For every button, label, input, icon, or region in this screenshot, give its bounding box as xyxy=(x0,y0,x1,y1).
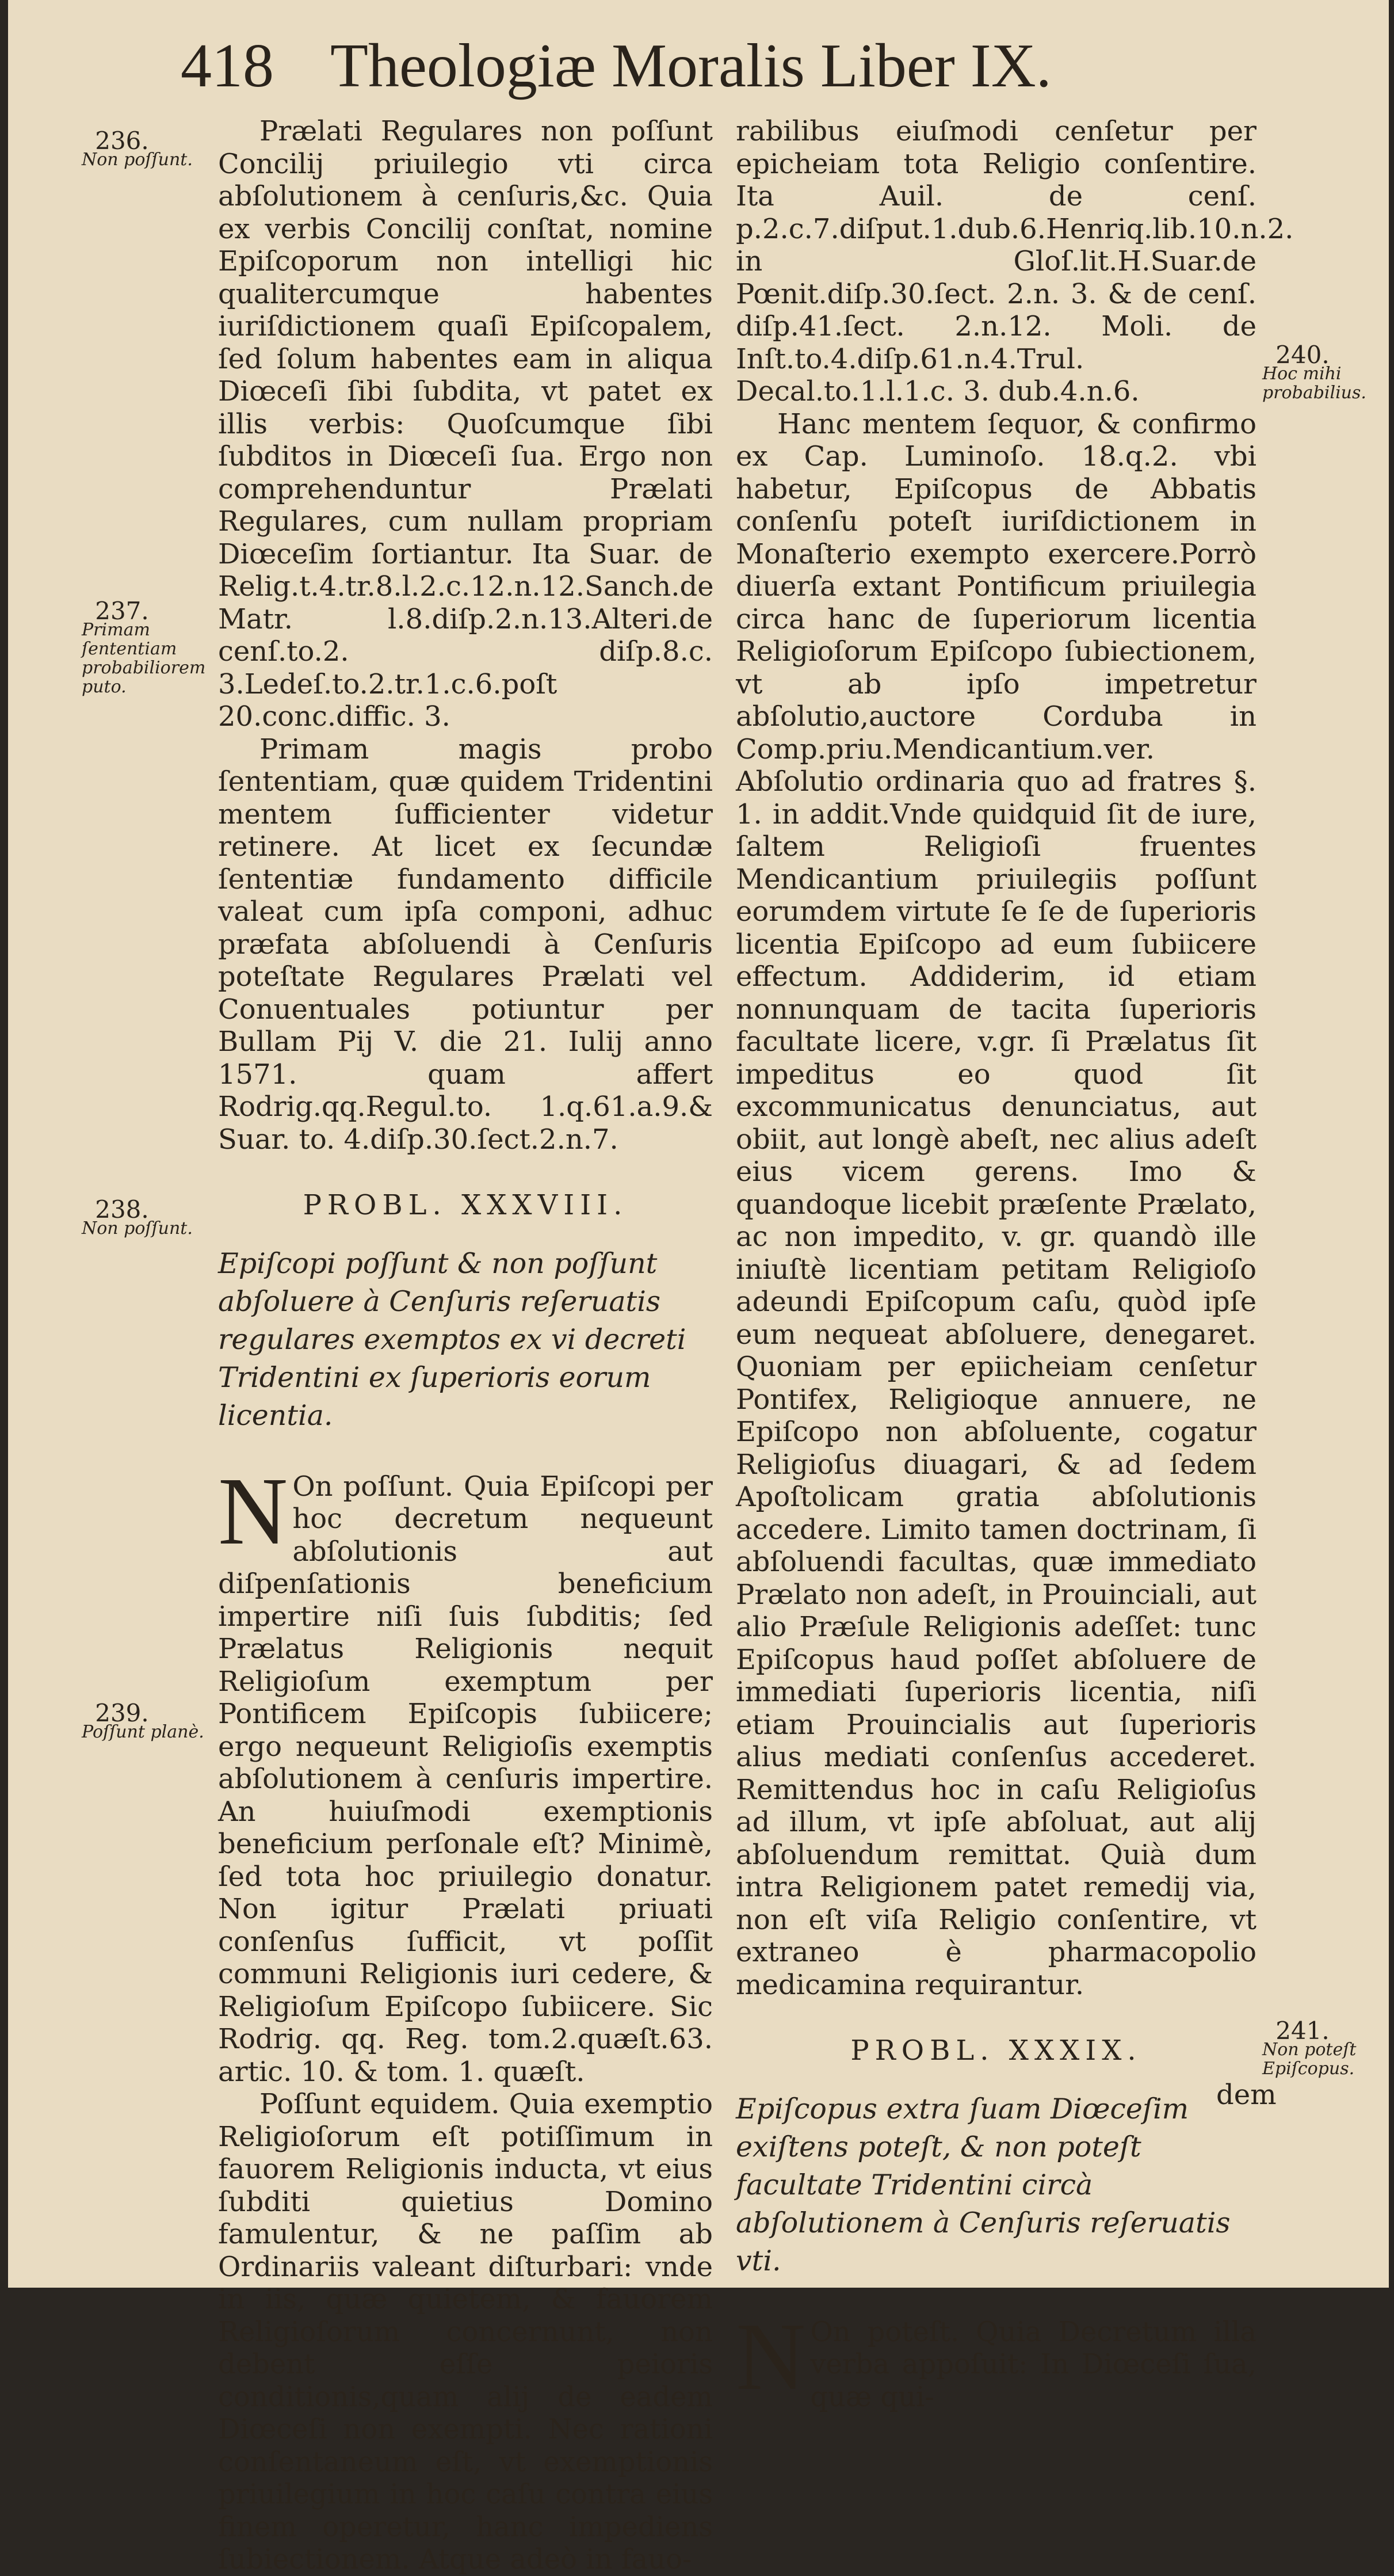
margin-note-number: 239. xyxy=(95,1699,149,1727)
drop-cap-initial: N xyxy=(736,2303,806,2410)
problem-39-description: Epiſcopus extra ſuam Diœceſim exiſtens poteſt, & non poteſt facultate Tridentini circà abſolutionem à Cenſuris reſeruatis vti. xyxy=(736,2092,1231,2277)
problem-38-description: Epiſcopi poſſunt & non poſſunt abſoluere à Cenſuris reſeruatis regulares exemptos ex vi decreti Tridentini ex ſuperioris eorum licentia. xyxy=(218,1247,686,1432)
paragraph-241-text: On poteſt. Quia Decretum illa verba appoſuit: In Diœceſi ſua, quæ qui- xyxy=(810,2315,1256,2413)
book-page xyxy=(8,0,1389,2575)
margin-note-number: 240. xyxy=(1275,341,1330,369)
margin-note-number: 236. xyxy=(95,127,149,155)
drop-cap-initial: N xyxy=(218,1457,288,1565)
margin-note-text: Hoc mihi probabilius. xyxy=(1262,364,1366,403)
margin-note-238 xyxy=(82,1195,205,1239)
margin-note-text: Non poſſunt. xyxy=(82,150,193,170)
margin-note-text: Primam ſententiam probabiliorem puto. xyxy=(82,620,206,697)
margin-note-text: Non poteſt Epiſcopus. xyxy=(1262,2040,1357,2079)
margin-note-text: Poſſunt planè. xyxy=(82,1722,204,1742)
problem-38-heading: PROBL. XXXVIII. xyxy=(303,1189,628,1221)
margin-note-236 xyxy=(82,127,205,170)
margin-note-240 xyxy=(1262,341,1380,403)
left-column xyxy=(218,115,713,2576)
paragraph-238-text: On poſſunt. Quia Epiſcopi per hoc decretum nequeunt abſolutionis aut diſpenſationis beneficium impertire niſi ſuis ſubditis; ſed Prælatus Religionis nequit Religioſum exemptum per Pontificem Epiſcopis ſubiicere; ergo nequeunt Religioſis exemptis abſolutionem à cenſuris impertire. An huiuſmodi exemptionis beneficium perſonale eſt? Minimè, ſed tota hoc priuilegio donatur. Non igitur Prælati priuati conſenſus ſufficit, vt poſſit communi Religionis iuri cedere, & Religioſum Epiſcopo ſubiicere. Sic Rodrig. qq. Reg. tom.2.quæſt.63. artic. 10. & tom. 1. quæſt. xyxy=(218,1470,713,2088)
problem-39-heading: PROBL. XXXIX. xyxy=(850,2034,1142,2067)
paragraph-238 xyxy=(218,1457,713,2089)
margin-note-number: 241. xyxy=(1275,2017,1330,2045)
paragraph-236: Prælati Regulares non poſſunt Concilij priuilegio vti circa abſolutionem à cenſuris,&c. Quia ex verbis Concilij conſtat, nomine Epiſcoporum non intelligi hic qualitercumque habentes iuriſdictionem quaſi Epiſcopalem, ſed ſolum habentes eam in aliqua Diœceſi ſibi ſubdita, vt patet ex illis verbis: Quoſcumque ſibi ſubditos in Diœceſi ſua. Ergo non comprehenduntur Prælati Regulares, cum nullam propriam Diœceſim ſortiantur. Ita Suar. de Relig.t.4.tr.8.l.2.c.12.n.12.Sanch.de Matr. l.8.diſp.2.n.13.Alteri.de cenſ.to.2. diſp.8.c. 3.Ledeſ.to.2.tr.1.c.6.poſt 20.conc.diffic. 3. xyxy=(218,115,714,733)
margin-note-number: 238. xyxy=(95,1195,149,1224)
paragraph-239: Poſſunt equidem. Quia exemptio Religioſorum eſt potiſſimum in fauorem Religionis inducta, vt eius ſubditi quietius Domino famulentur, & ne paſſim ab Ordinariis valeant diſturbari: vnde in iis, quæ quietem, & fauorem Religioſorum concernunt, non debent eſſe peioris conditionis,quam alij de eadem Diœceſi non exempti. Nec rationi conſentaneum eſt, vt exemptionis priuilegium in hoc caſu contra eius finem operetur, hanc impediens ſubiectionem. Atque adeò in fauo- xyxy=(218,2088,713,2575)
paragraph-239-continued: rabilibus eiuſmodi cenſetur per epicheiam tota Religio conſentire. Ita Auil. de cenſ. p.2.c.7.diſput.1.dub.6.Henriq.lib.10.n.2. in Gloſ.lit.H.Suar.de Pœnit.diſp.30.ſect. 2.n. 3. & de cenſ. diſp.41.ſect. 2.n.12. Moli. de Inſt.to.4.diſp.61.n.4.Trul. Decal.to.1.l.1.c. 3. dub.4.n.6. xyxy=(736,115,1294,407)
catchword: dem xyxy=(1216,2079,1277,2111)
paragraph-237: Primam magis probo ſententiam, quæ quidem Tridentini mentem ſufficienter videtur retinere. At licet ex ſecundæ ſententiæ fundamento difficile valeat cum ipſa componi, adhuc præfata abſoluendi à Cenſuris poteſtate Regulares Prælati vel Conuentuales potiuntur per Bullam Pij V. die 21. Iulij anno 1571. quam affert Rodrig.qq.Regul.to. 1.q.61.a.9.& Suar. to. 4.diſp.30.ſect.2.n.7. xyxy=(218,733,713,1156)
margin-note-241 xyxy=(1262,2017,1380,2079)
margin-note-237 xyxy=(82,597,206,697)
paragraph-241 xyxy=(736,2303,1256,2414)
right-column xyxy=(736,115,1294,2413)
running-header xyxy=(181,32,1159,101)
margin-note-239 xyxy=(82,1699,205,1742)
running-title: Theologiæ Moralis Liber IX. xyxy=(330,32,1052,100)
page-number: 418 xyxy=(181,32,274,100)
paragraph-240: Hanc mentem ſequor, & confirmo ex Cap. Luminoſo. 18.q.2. vbi habetur, Epiſcopus de Abbatis conſenſu poteſt iuriſdictionem in Monaſterio exempto exercere.Porrò diuerſa extant Pontificum priuilegia circa hanc de ſuperiorum licentia Religioſorum Epiſcopo ſubiectionem, vt ab ipſo impetretur abſolutio,auctore Corduba in Comp.priu.Mendicantium.ver. Abſolutio ordinaria quo ad fratres §. 1. in addit.Vnde quidquid ſit de iure, ſaltem Religioſi fruentes Mendicantium priuilegiis poſſunt eorumdem virtute ſe ſe de ſuperioris licentia Epiſcopo ad eum ſubiicere effectum. Addiderim, id etiam nonnunquam de tacita ſuperioris facultate licere, v.gr. ſi Prælatus ſit impeditus eo quod ſit excommunicatus denunciatus, aut obiit, aut longè abeſt, nec alius adeſt eius vicem gerens. Imo & quandoque licebit præſente Prælato, ac non impedito, v. gr. quandò ille iniuſtè licentiam petitam Religioſo adeundi Epiſcopum caſu, quòd ipſe eum nequeat abſoluere, denegaret. Quoniam per epiicheiam cenſetur Pontifex, Religioque annuere, ne Epiſcopo non abſoluente, cogatur Religioſus diuagari, & ad ſedem Apoſtolicam gratia abſolutionis accedere. Limito tamen doctrinam, ſi abſoluendi facultas, quæ immediato Prælato non adeſt, in Prouinciali, aut alio Præſule Religionis adeſſet: tunc Epiſcopus haud poſſet abſoluere de immediati ſuperioris licentia, niſi etiam Prouincialis aut ſuperioris alius mediati conſenſus accederet. Remittendus hoc in caſu Religioſus ad illum, vt ipſe abſoluat, aut alij abſoluendum remittat. Quià dum intra Religionem patet remedij via, non eſt viſa Religio conſentire, vt extraneo è pharmacopolio medicamina requirantur. xyxy=(736,407,1256,2001)
margin-note-number: 237. xyxy=(95,597,149,625)
margin-note-text: Non poſſunt. xyxy=(82,1218,193,1239)
